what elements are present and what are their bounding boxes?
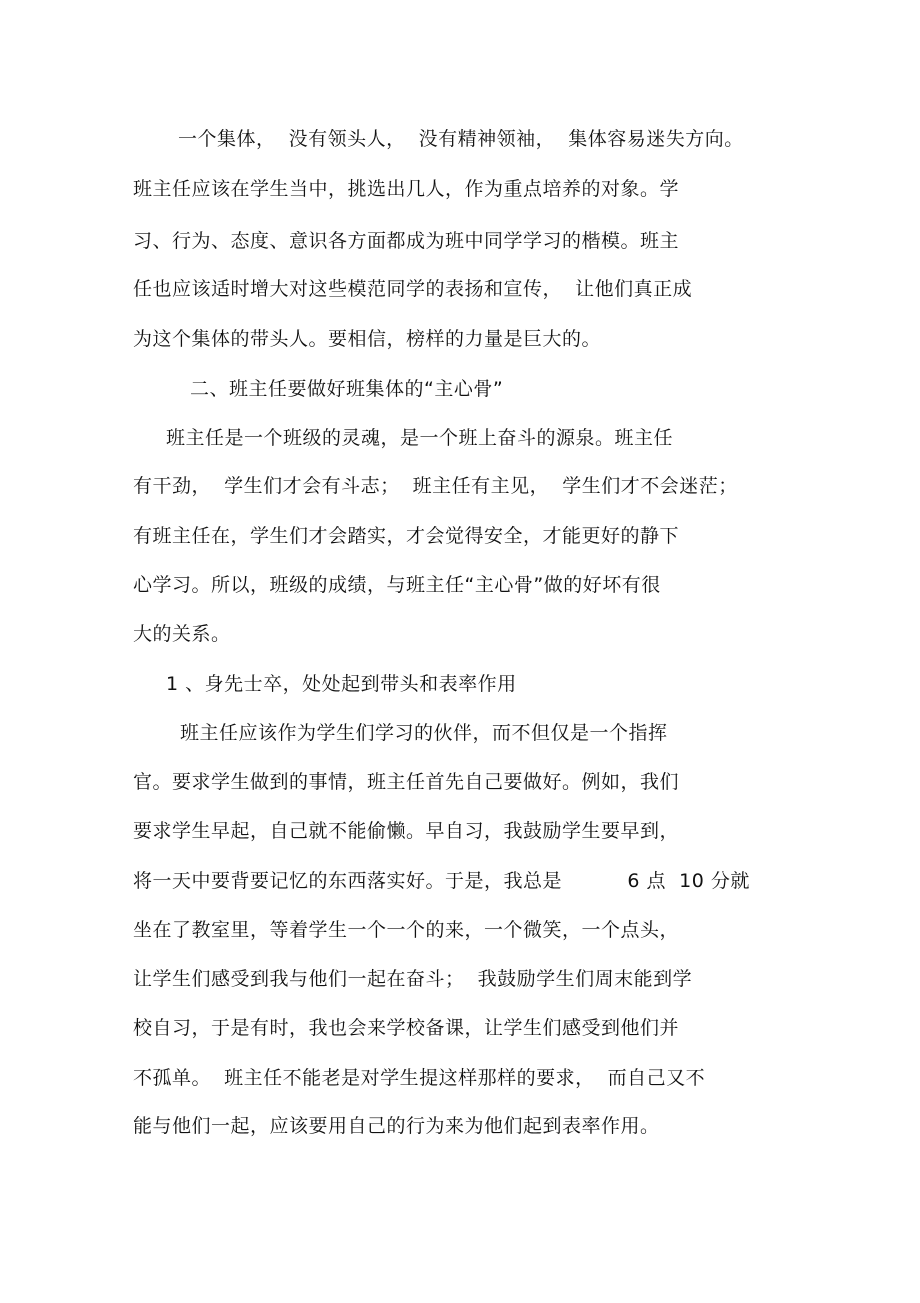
paragraph-line: 不孤单。 班主任不能老是对学生提这样那样的要求， 而自己又不	[133, 1067, 706, 1089]
paragraph-line: 班主任应该作为学生们学习的伙伴，而不但仅是一个指挥	[180, 722, 668, 744]
paragraph-line: 能与他们一起，应该要用自己的行为来为他们起到表率作用。	[133, 1115, 660, 1137]
paragraph-line: 心学习。所以，班级的成绩，与班主任“主心骨”做的好坏有很	[133, 574, 661, 596]
paragraph-line: 大的关系。	[133, 623, 231, 645]
paragraph-line: 要求学生早起，自己就不能偷懒。早自习，我鼓励学生要早到，	[133, 820, 680, 842]
paragraph-line: 坐在了教室里，等着学生一个一个的来，一个微笑，一个点头，	[133, 919, 680, 941]
paragraph-line: 一个集体， 没有领头人， 没有精神领袖， 集体容易迷失方向。	[178, 128, 744, 150]
paragraph-line: 有班主任在，学生们才会踏实，才会觉得安全，才能更好的静下	[133, 525, 680, 547]
paragraph-line: 将一天中要背要记忆的东西落实好。于是，我总是 6 点 10 分就	[133, 870, 750, 892]
paragraph-line: 习、行为、态度、意识各方面都成为班中同学学习的楷模。班主	[133, 230, 680, 252]
paragraph-line: 有干劲， 学生们才会有斗志； 班主任有主见， 学生们才不会迷茫；	[133, 475, 738, 497]
section-heading: 二、班主任要做好班集体的“主心骨”	[190, 378, 504, 400]
paragraph-line: 任也应该适时增大对这些模范同学的表扬和宣传， 让他们真正成	[133, 278, 693, 300]
paragraph-line: 让学生们感受到我与他们一起在奋斗； 我鼓励学生们周末能到学	[133, 968, 693, 990]
paragraph-line: 班主任是一个班级的灵魂，是一个班上奋斗的源泉。班主任	[166, 427, 674, 449]
subsection-heading: 1 、身先士卒，处处起到带头和表率作用	[166, 673, 517, 695]
paragraph-line: 班主任应该在学生当中，挑选出几人，作为重点培养的对象。学	[133, 178, 680, 200]
paragraph-line: 官。要求学生做到的事情，班主任首先自己要做好。例如，我们	[133, 771, 680, 793]
paragraph-line: 为这个集体的带头人。要相信，榜样的力量是巨大的。	[133, 328, 602, 350]
paragraph-line: 校自习，于是有时，我也会来学校备课，让学生们感受到他们并	[133, 1017, 680, 1039]
